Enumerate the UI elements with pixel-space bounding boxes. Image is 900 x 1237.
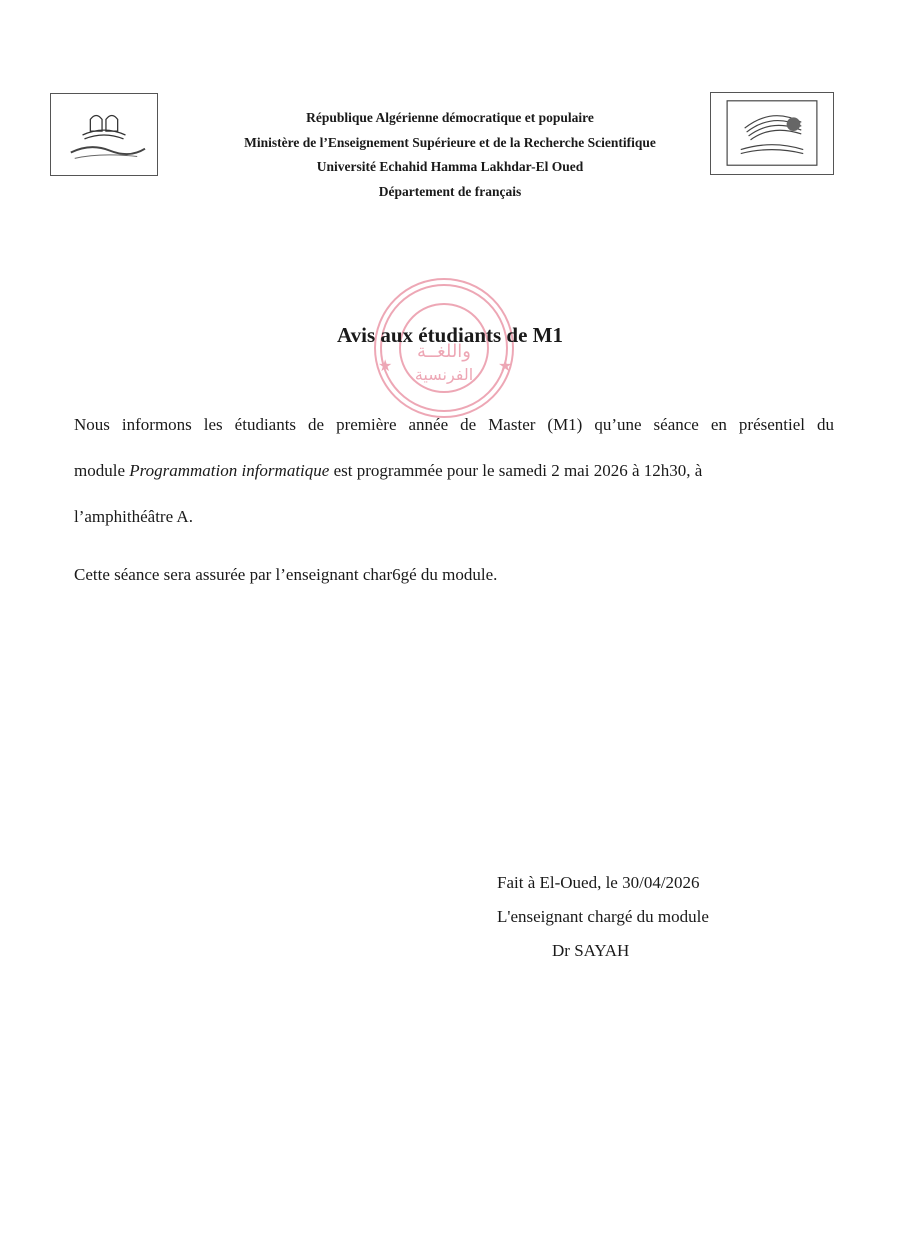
header-ministry: Ministère de l’Enseignement Supérieure et de la Recherche Scientifique (244, 134, 656, 150)
header-department: Département de français (378, 183, 522, 199)
signatory-role: L'enseignant chargé du module (497, 907, 709, 926)
signature-block (497, 866, 709, 968)
institution-header (190, 106, 710, 204)
notice-line-2-end: est programmée pour le samedi 2 mai 2026 à 12h30, à (329, 461, 703, 480)
header-republic: République Algérienne démocratique et populaire (306, 110, 594, 125)
university-logo-icon (711, 93, 833, 174)
place-date: Fait à El-Oued, le 30/04/2026 (497, 873, 700, 892)
stamp-text-2: الفرنسية (414, 365, 474, 384)
notice-line-2-start: module (74, 461, 130, 480)
faculty-logo (50, 93, 158, 176)
notice-line-2 (74, 448, 834, 494)
faculty-logo-icon (51, 94, 157, 175)
notice-paragraph (74, 402, 834, 540)
svg-text:★: ★ (498, 358, 513, 375)
signatory-name: Dr SAYAH (552, 941, 630, 960)
notice-line-1: Nous informons les étudiants de première année de Master (M1) qu’une séance en présentiel du (74, 415, 834, 434)
page-title: Avis aux étudiants de M1 (337, 323, 563, 347)
notice-paragraph-2: Cette séance sera assurée par l’enseignant char6gé du module. (74, 565, 498, 584)
university-logo (710, 92, 834, 175)
notice-line-3: l’amphithéâtre A. (74, 507, 193, 526)
module-name: Programmation informatique (129, 461, 330, 480)
stamp-text-1: واللغــة (416, 341, 472, 362)
svg-text:★: ★ (378, 358, 393, 375)
header-university: Université Echahid Hamma Lakhdar-El Oued (316, 159, 584, 174)
